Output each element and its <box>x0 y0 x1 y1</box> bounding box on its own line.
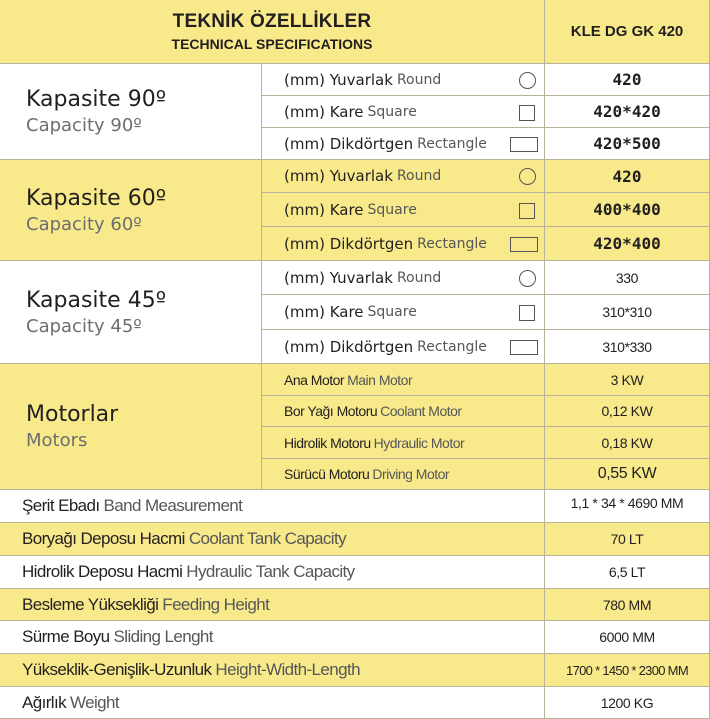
circle-icon <box>519 270 536 287</box>
sub-label-en: Main Motor <box>347 371 413 388</box>
spec-label-en: Height-Width-Length <box>215 660 360 679</box>
group-label-en: Capacity 45º <box>26 315 142 337</box>
sub-label-tr: (mm) Kare <box>284 200 364 219</box>
title-tr: TEKNİK ÖZELLİKLER <box>172 11 372 32</box>
sub-label-tr: (mm) Yuvarlak <box>284 268 393 287</box>
sub-label-tr: Ana Motor <box>284 371 345 388</box>
sub-label-en: Round <box>396 168 442 184</box>
sub-row <box>262 96 545 128</box>
rectangle-icon <box>510 137 538 152</box>
spec-value: 1,1 * 34 * 4690 MM <box>545 490 710 523</box>
spec-label-tr: Besleme Yüksekliği <box>22 594 159 614</box>
spec-row <box>0 654 545 687</box>
group-capacity-45 <box>0 261 262 364</box>
spec-label-en: Weight <box>69 692 119 712</box>
spec-value: 1700 * 1450 * 2300 MM <box>545 654 710 687</box>
model-name: KLE DG GK 420 <box>545 0 710 64</box>
group-motors <box>0 364 262 490</box>
spec-value: 6,5 LT <box>545 556 710 589</box>
sub-value: 420*420 <box>545 96 710 128</box>
square-icon <box>519 203 535 219</box>
sub-row <box>262 364 545 396</box>
sub-label-tr: (mm) Yuvarlak <box>284 167 393 185</box>
spec-row <box>0 589 545 621</box>
spec-label-tr: Ağırlık <box>22 692 66 712</box>
sub-row <box>262 396 545 427</box>
sub-value: 310*310 <box>545 295 710 330</box>
group-label-tr: Kapasite 90º <box>26 87 167 112</box>
sub-label-en: Coolant Motor <box>380 403 462 419</box>
sub-label-en: Driving Motor <box>372 466 450 482</box>
sub-label-tr: (mm) Yuvarlak <box>284 70 393 89</box>
sub-value: 0,55 KW <box>545 459 710 490</box>
group-label-en: Motors <box>26 430 88 451</box>
sub-label-en: Round <box>396 269 442 286</box>
title-en: TECHNICAL SPECIFICATIONS <box>171 36 373 52</box>
sub-value: 3 KW <box>545 364 710 396</box>
sub-row <box>262 193 545 227</box>
sub-row <box>262 128 545 160</box>
sub-row <box>262 427 545 459</box>
sub-label-en: Square <box>367 304 417 320</box>
sub-label-tr: (mm) Dikdörtgen <box>284 337 414 356</box>
sub-label-tr: Sürücü Motoru <box>284 466 370 482</box>
spec-label-tr: Şerit Ebadı <box>22 496 100 515</box>
spec-row <box>0 556 545 589</box>
sub-label-en: Rectangle <box>417 135 487 152</box>
group-capacity-60 <box>0 160 262 261</box>
spec-label-en: Sliding Lenght <box>113 627 213 646</box>
spec-label-tr: Hidrolik Deposu Hacmi <box>22 562 183 581</box>
spec-row <box>0 523 545 556</box>
sub-row <box>262 330 545 364</box>
sub-value: 0,18 KW <box>545 427 710 459</box>
spec-value: 6000 MM <box>545 621 710 654</box>
spec-value: 780 MM <box>545 589 710 621</box>
sub-label-tr: (mm) Dikdörtgen <box>284 134 414 153</box>
sub-row <box>262 64 545 96</box>
sub-row <box>262 160 545 193</box>
spec-label-tr: Yükseklik-Genişlik-Uzunluk <box>22 660 212 679</box>
square-icon <box>519 305 535 321</box>
spec-label-en: Hydraulic Tank Capacity <box>186 562 355 581</box>
spec-value: 70 LT <box>545 523 710 556</box>
sub-value: 420 <box>545 160 710 193</box>
sub-value: 400*400 <box>545 193 710 227</box>
sub-value: 330 <box>545 261 710 295</box>
group-label-en: Capacity 90º <box>26 115 142 136</box>
sub-value: 310*330 <box>545 330 710 364</box>
sub-value: 0,12 KW <box>545 396 710 427</box>
spec-label-en: Feeding Height <box>162 594 270 614</box>
circle-icon <box>519 72 536 89</box>
sub-label-tr: (mm) Kare <box>284 102 364 121</box>
sub-row <box>262 459 545 490</box>
sub-label-en: Square <box>367 103 417 120</box>
sub-value: 420*500 <box>545 128 710 160</box>
group-label-tr: Motorlar <box>26 402 119 427</box>
spec-label-en: Coolant Tank Capacity <box>188 529 346 548</box>
spec-label-en: Band Measurement <box>103 496 243 515</box>
sub-value: 420 <box>545 64 710 96</box>
sub-label-en: Round <box>396 71 442 88</box>
sub-label-en: Hydraulic Motor <box>373 434 465 451</box>
spec-row <box>0 490 545 523</box>
sub-label-tr: Hidrolik Motoru <box>284 434 371 451</box>
sub-row <box>262 295 545 330</box>
rectangle-icon <box>510 237 538 252</box>
group-label-en: Capacity 60º <box>26 213 142 235</box>
sub-value: 420*400 <box>545 227 710 261</box>
sub-label-tr: Bor Yağı Motoru <box>284 403 378 419</box>
spec-label-tr: Boryağı Deposu Hacmi <box>22 529 185 548</box>
group-label-tr: Kapasite 45º <box>26 287 167 313</box>
group-capacity-90 <box>0 64 262 160</box>
square-icon <box>519 105 535 121</box>
sub-label-en: Square <box>367 201 417 218</box>
circle-icon <box>519 168 536 185</box>
rectangle-icon <box>510 340 538 355</box>
sub-label-en: Rectangle <box>417 235 487 252</box>
spec-label-tr: Sürme Boyu <box>22 627 110 646</box>
table-header <box>0 0 545 64</box>
sub-label-tr: (mm) Kare <box>284 303 364 321</box>
sub-row <box>262 261 545 295</box>
sub-row <box>262 227 545 261</box>
sub-label-tr: (mm) Dikdörtgen <box>284 234 414 253</box>
group-label-tr: Kapasite 60º <box>26 185 167 211</box>
spec-value: 1200 KG <box>545 687 710 719</box>
spec-row <box>0 621 545 654</box>
sub-label-en: Rectangle <box>417 338 487 355</box>
spec-row <box>0 687 545 719</box>
